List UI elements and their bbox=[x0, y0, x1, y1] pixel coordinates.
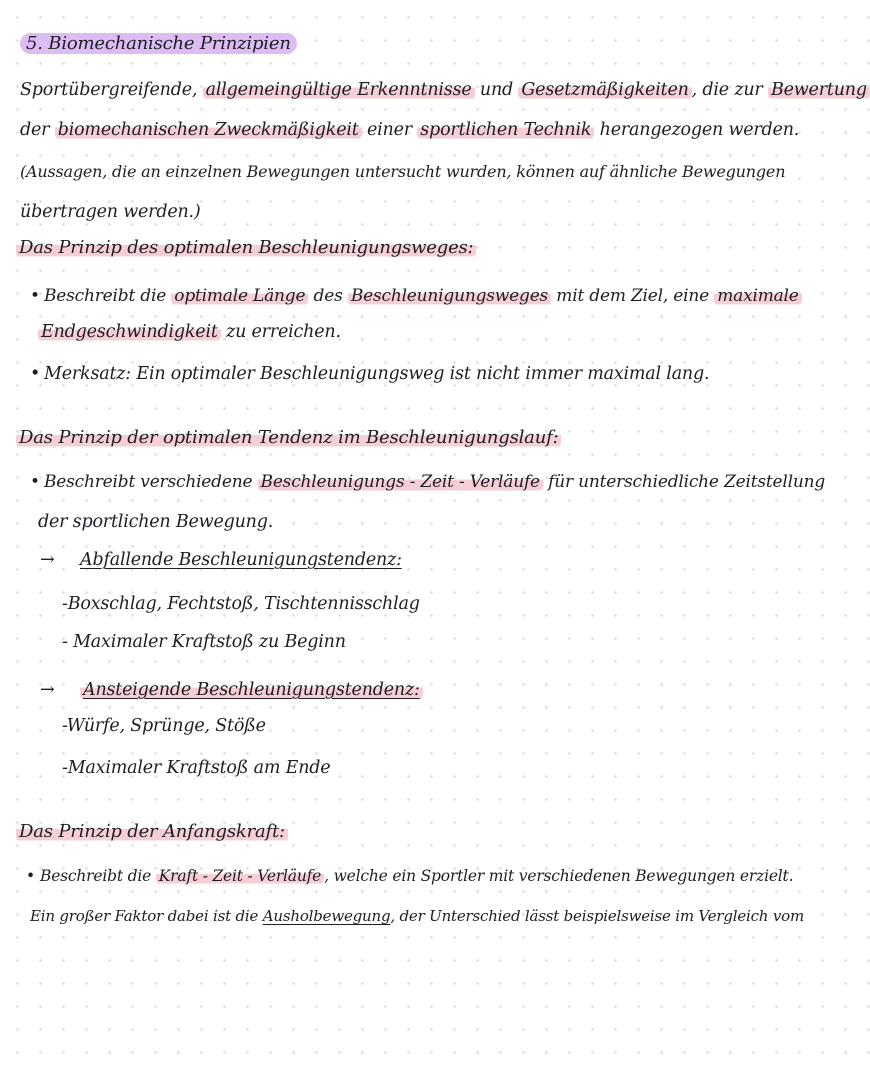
highlight: Beschleunigungsweges bbox=[348, 286, 551, 306]
text-fragment: herangezogen werden. bbox=[594, 120, 800, 140]
text-fragment: , der Unterschied lässt beispielsweise im Vergleich vom bbox=[390, 907, 804, 925]
section2-sub2-item-1: -Würfe, Sprünge, Stöße bbox=[62, 716, 266, 736]
bullet-icon: • bbox=[30, 286, 40, 306]
section2-bullet-1-cont: der sportlichen Bewegung. bbox=[38, 512, 274, 532]
underlined-term: Ausholbewegung bbox=[262, 907, 391, 925]
section2-sub2-item-2: -Maximaler Kraftstoß am Ende bbox=[62, 758, 331, 778]
intro-line-4: übertragen werden.) bbox=[20, 202, 201, 222]
bullet-icon: • bbox=[30, 364, 41, 384]
section1-bullet-1-cont bbox=[38, 320, 341, 344]
subheading-highlight: Ansteigende Beschleunigungstendenz: bbox=[80, 680, 423, 700]
arrow-right-icon: → bbox=[40, 550, 55, 570]
heading-highlight: Das Prinzip des optimalen Beschleunigungsweges: bbox=[16, 237, 476, 258]
text-fragment: zu erreichen. bbox=[220, 322, 341, 342]
highlight: Bewertung bbox=[768, 80, 870, 100]
section2-sub1-item-2: - Maximaler Kraftstoß zu Beginn bbox=[62, 632, 346, 652]
text-fragment: des bbox=[308, 286, 348, 306]
text-fragment: , welche ein Sportler mit verschiedenen Bewegungen erzielt. bbox=[324, 867, 794, 885]
highlight: sportlichen Technik bbox=[417, 120, 594, 140]
highlight: Kraft - Zeit - Verläufe bbox=[156, 867, 324, 885]
section2-heading bbox=[16, 426, 561, 450]
section1-bullet-1 bbox=[30, 284, 802, 308]
highlight: Beschleunigungs - Zeit - Verläufe bbox=[258, 472, 543, 492]
section3-heading bbox=[16, 820, 288, 844]
title-highlight: 5. Biomechanische Prinzipien bbox=[20, 33, 297, 54]
highlight: biomechanischen Zweckmäßigkeit bbox=[55, 120, 362, 140]
highlight: Endgeschwindigkeit bbox=[38, 322, 221, 342]
text-fragment: mit dem Ziel, eine bbox=[551, 286, 715, 306]
intro-line-1 bbox=[20, 78, 870, 102]
text-fragment: Ein großer Faktor dabei ist die bbox=[30, 907, 263, 925]
text-fragment: für unterschiedliche Zeitstellung bbox=[542, 472, 826, 492]
intro-line-2 bbox=[20, 118, 799, 142]
text-fragment: Sportübergreifende, bbox=[20, 80, 203, 100]
section3-bullet-1 bbox=[26, 864, 793, 888]
page-title bbox=[20, 32, 297, 56]
highlight: allgemeingültige Erkenntnisse bbox=[203, 80, 475, 100]
highlight: optimale Länge bbox=[171, 286, 308, 306]
highlight: maximale bbox=[714, 286, 801, 306]
arrow-right-icon: → bbox=[40, 680, 55, 700]
bullet-icon: • bbox=[30, 472, 40, 492]
highlight: Gesetzmäßigkeiten bbox=[518, 80, 691, 100]
heading-highlight: Das Prinzip der optimalen Tendenz im Beschleunigungslauf: bbox=[16, 427, 561, 448]
text-fragment: einer bbox=[361, 120, 418, 140]
section1-heading bbox=[16, 236, 476, 260]
section2-sub1-item-1: -Boxschlag, Fechtstoß, Tischtennisschlag bbox=[62, 594, 420, 614]
intro-line-3: (Aussagen, die an einzelnen Bewegungen untersucht wurden, können auf ähnliche Bewegungen bbox=[20, 162, 786, 181]
text-fragment: Beschreibt verschiedene bbox=[44, 472, 258, 492]
text-fragment: , die zur bbox=[691, 80, 768, 100]
section2-bullet-1 bbox=[30, 470, 825, 494]
text-fragment: Beschreibt die bbox=[40, 867, 156, 885]
text-fragment: Beschreibt die bbox=[44, 286, 172, 306]
text-fragment: Merksatz: Ein optimaler Beschleunigungsweg ist nicht immer maximal lang. bbox=[44, 364, 710, 384]
heading-highlight: Das Prinzip der Anfangskraft: bbox=[16, 821, 288, 842]
bullet-icon: • bbox=[26, 867, 35, 885]
text-fragment: der bbox=[20, 120, 55, 140]
section1-bullet-2 bbox=[30, 362, 709, 386]
section2-sub2 bbox=[40, 678, 423, 702]
section2-sub1 bbox=[40, 548, 402, 572]
subheading: Abfallende Beschleunigungstendenz: bbox=[80, 550, 402, 570]
text-fragment: und bbox=[474, 80, 519, 100]
section3-line-2 bbox=[30, 904, 804, 928]
